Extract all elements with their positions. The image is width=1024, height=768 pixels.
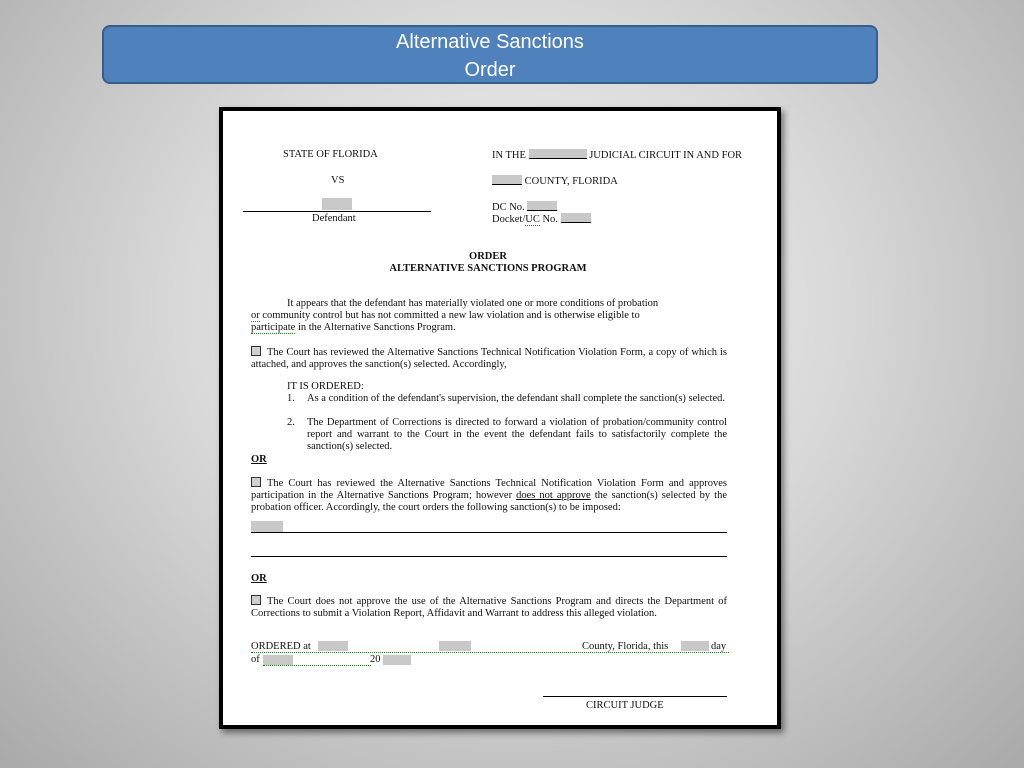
order-document: [219, 107, 781, 729]
dc-label: DC No.: [492, 202, 525, 213]
ordered-at-underline: [251, 652, 729, 653]
option-1-text: The Court has reviewed the Alternative Sanctions Technical Notification Violation Form, a copy of which is attached, and approves the sanction(s) selected. Accordingly,: [251, 347, 727, 370]
month-underline: [263, 665, 371, 666]
judge-signature-line: [543, 696, 727, 697]
county-line: [492, 175, 618, 187]
intro-text-2: community control but has not committed a new law violation and is otherwise eligible to: [259, 310, 640, 321]
ordered-at-label: ORDERED at: [251, 641, 311, 652]
sanction-line-2: [251, 556, 727, 557]
intro-text-1: It appears that the defendant has materially violated one or more conditions of probation: [287, 298, 659, 309]
judge-label: CIRCUIT JUDGE: [586, 700, 664, 711]
docket-label-b: No.: [542, 214, 558, 225]
option-2-text-a: The Court has reviewed the Alternative Sanctions Technical Notification Violation Form and approves participation in the Alternative Sanctions Program; however: [251, 478, 727, 501]
slide-title-line2: Order: [464, 59, 516, 81]
month-field[interactable]: [263, 655, 293, 665]
option-1: [251, 346, 727, 371]
intro-paragraph: [251, 298, 727, 334]
docket-label-a: Docket/: [492, 214, 526, 225]
option-2-checkbox[interactable]: [251, 477, 261, 487]
dc-number-field[interactable]: [527, 201, 557, 211]
defendant-line: [243, 211, 431, 212]
circuit-prefix: IN THE: [492, 150, 526, 161]
day-field[interactable]: [681, 641, 709, 651]
option-3-text: The Court does not approve the use of the Alternative Sanctions Program and directs the Department of Corrections to submit a Violation Report, Affidavit and Warrant to address this alleged violation.: [251, 596, 727, 619]
docket-label-uc: UC: [525, 214, 540, 225]
county-florida-this-label: County, Florida, this: [582, 641, 669, 652]
ordered-at-county-field[interactable]: [439, 641, 471, 651]
order-subtitle: ALTERNATIVE SANCTIONS PROGRAM: [389, 263, 587, 274]
of-label: of: [251, 654, 260, 665]
item-2-text: The Department of Corrections is directed to forward a violation of probation/community control report and warrant to the Court in the event the defendant fails to satisfactorily complete the sanction(s) selected.: [307, 417, 727, 452]
ordered-at-city-field[interactable]: [318, 641, 348, 651]
sanction-line-1: [251, 532, 727, 533]
ordered-heading: IT IS ORDERED:: [287, 381, 364, 392]
docket-line: [492, 213, 591, 225]
circuit-suffix: JUDICIAL CIRCUIT IN AND FOR: [589, 150, 743, 161]
county-label: COUNTY, FLORIDA: [524, 176, 618, 187]
or-label-1: OR: [251, 454, 267, 465]
year-prefix-label: 20: [370, 654, 381, 665]
day-label: day: [711, 641, 727, 652]
option-1-checkbox[interactable]: [251, 346, 261, 356]
option-2-text-b: the sanction(s) selected by the probation officer. Accordingly, the court orders the following sanction(s) to be imposed:: [251, 490, 728, 513]
ordered-item-1: [287, 393, 727, 405]
intro-or: or: [251, 310, 260, 321]
defendant-label: Defendant: [312, 213, 356, 224]
vs-label: VS: [331, 175, 345, 186]
order-title: ORDER: [469, 251, 507, 262]
item-2-number: 2.: [287, 417, 295, 428]
state-label: STATE OF FLORIDA: [283, 149, 378, 160]
option-2-underlined: does not approve: [516, 490, 591, 501]
circuit-number-field[interactable]: [529, 149, 587, 159]
item-1-number: 1.: [287, 393, 295, 404]
county-name-field[interactable]: [492, 175, 522, 185]
year-field[interactable]: [383, 655, 411, 665]
or-label-2: OR: [251, 573, 267, 584]
item-1-text: As a condition of the defendant's supervision, the defendant shall complete the sanction(s) selected.: [307, 393, 725, 404]
intro-participate: participate: [251, 322, 296, 333]
option-3: [251, 595, 727, 620]
dc-line: [492, 201, 557, 213]
circuit-line: [492, 149, 742, 161]
slide-title-line1: Alternative Sanctions: [396, 31, 584, 53]
slide-title: [102, 25, 878, 84]
intro-text-3: in the Alternative Sanctions Program.: [295, 322, 456, 333]
option-2: [251, 477, 727, 514]
sanction-field[interactable]: [251, 521, 283, 532]
docket-number-field[interactable]: [561, 213, 591, 223]
ordered-item-2: [287, 417, 727, 453]
defendant-name-field[interactable]: [322, 198, 352, 210]
option-3-checkbox[interactable]: [251, 595, 261, 605]
